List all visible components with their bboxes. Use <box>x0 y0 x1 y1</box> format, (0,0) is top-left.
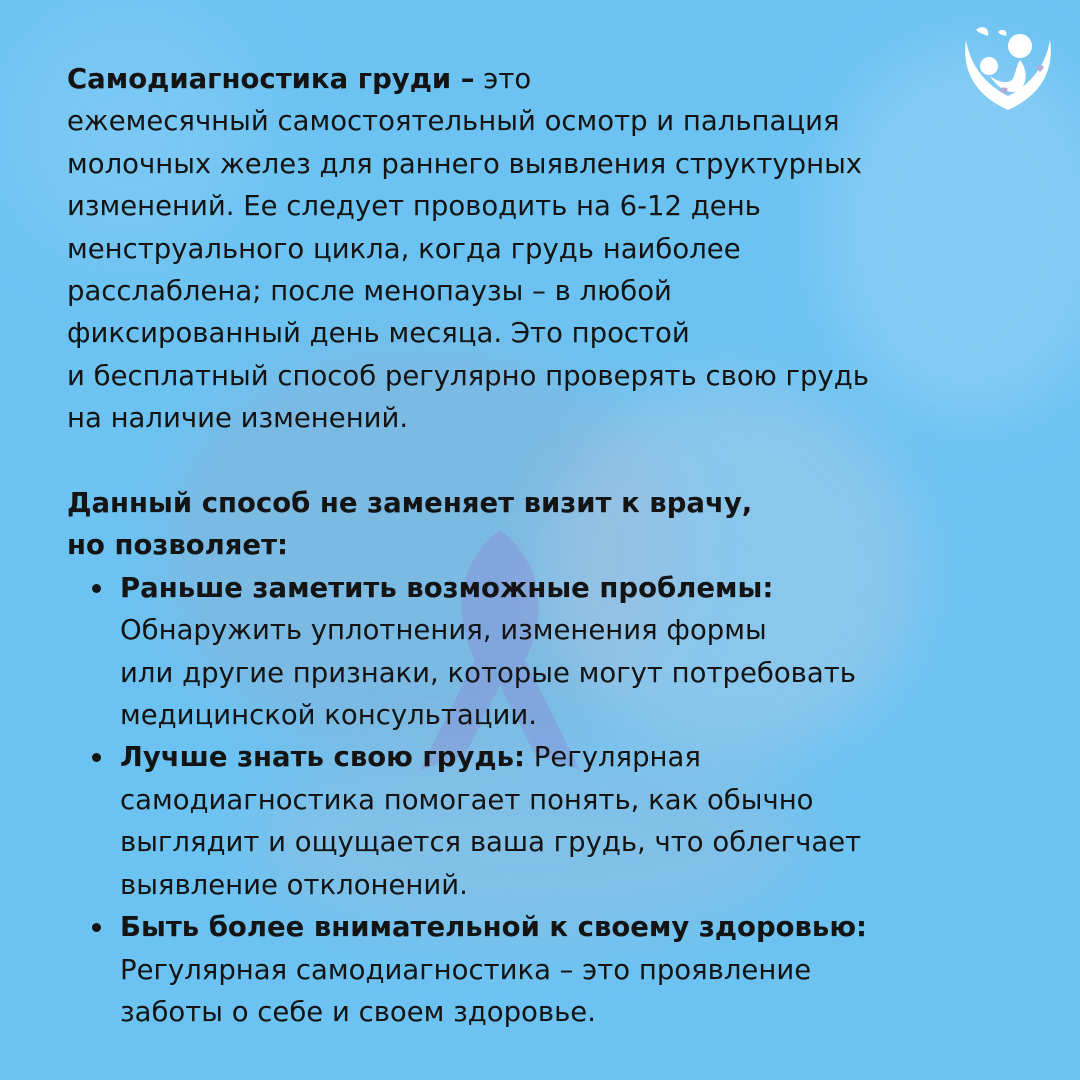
definition-text: это ежемесячный самостоятельный осмотр и пальпация молочных желез для раннего выявления структурных изменений. Ее следует проводить на 6-12 день менструального цикла, когда грудь наиболее расслаблена; после менопаузы – в любой фиксированный день месяца. Это простой и бесплатный способ регулярно проверять свою грудь на наличие изменений. <box>67 63 869 435</box>
list-item-heading: Быть более внимательной к своему здоровью: <box>120 911 868 944</box>
family-heart-logo-icon <box>960 22 1056 112</box>
list-item <box>120 906 957 1033</box>
main-text <box>67 58 957 1033</box>
list-item-heading: Раньше заметить возможные проблемы: <box>120 571 774 604</box>
list-item-text: Обнаружить уплотнения, изменения формы или другие признаки, которые могут потребовать медицинской консультации. <box>120 614 856 732</box>
list-item-heading: Лучше знать свою грудь: <box>120 741 525 774</box>
list-item <box>120 567 957 737</box>
list-item <box>120 736 957 906</box>
list-item-text: Регулярная самодиагностика помогает понять, как обычно выглядит и ощущается ваша грудь, что облегчает выявление отклонений. <box>120 741 862 901</box>
definition-paragraph <box>67 58 957 440</box>
list-item-text: Регулярная самодиагностика – это проявление заботы о себе и своем здоровье. <box>120 953 812 1028</box>
definition-term: Самодиагностика груди – <box>67 63 475 95</box>
intro-heading: Данный способ не заменяет визит к врачу, но позволяет: <box>67 487 753 562</box>
benefits-list <box>67 567 957 1033</box>
